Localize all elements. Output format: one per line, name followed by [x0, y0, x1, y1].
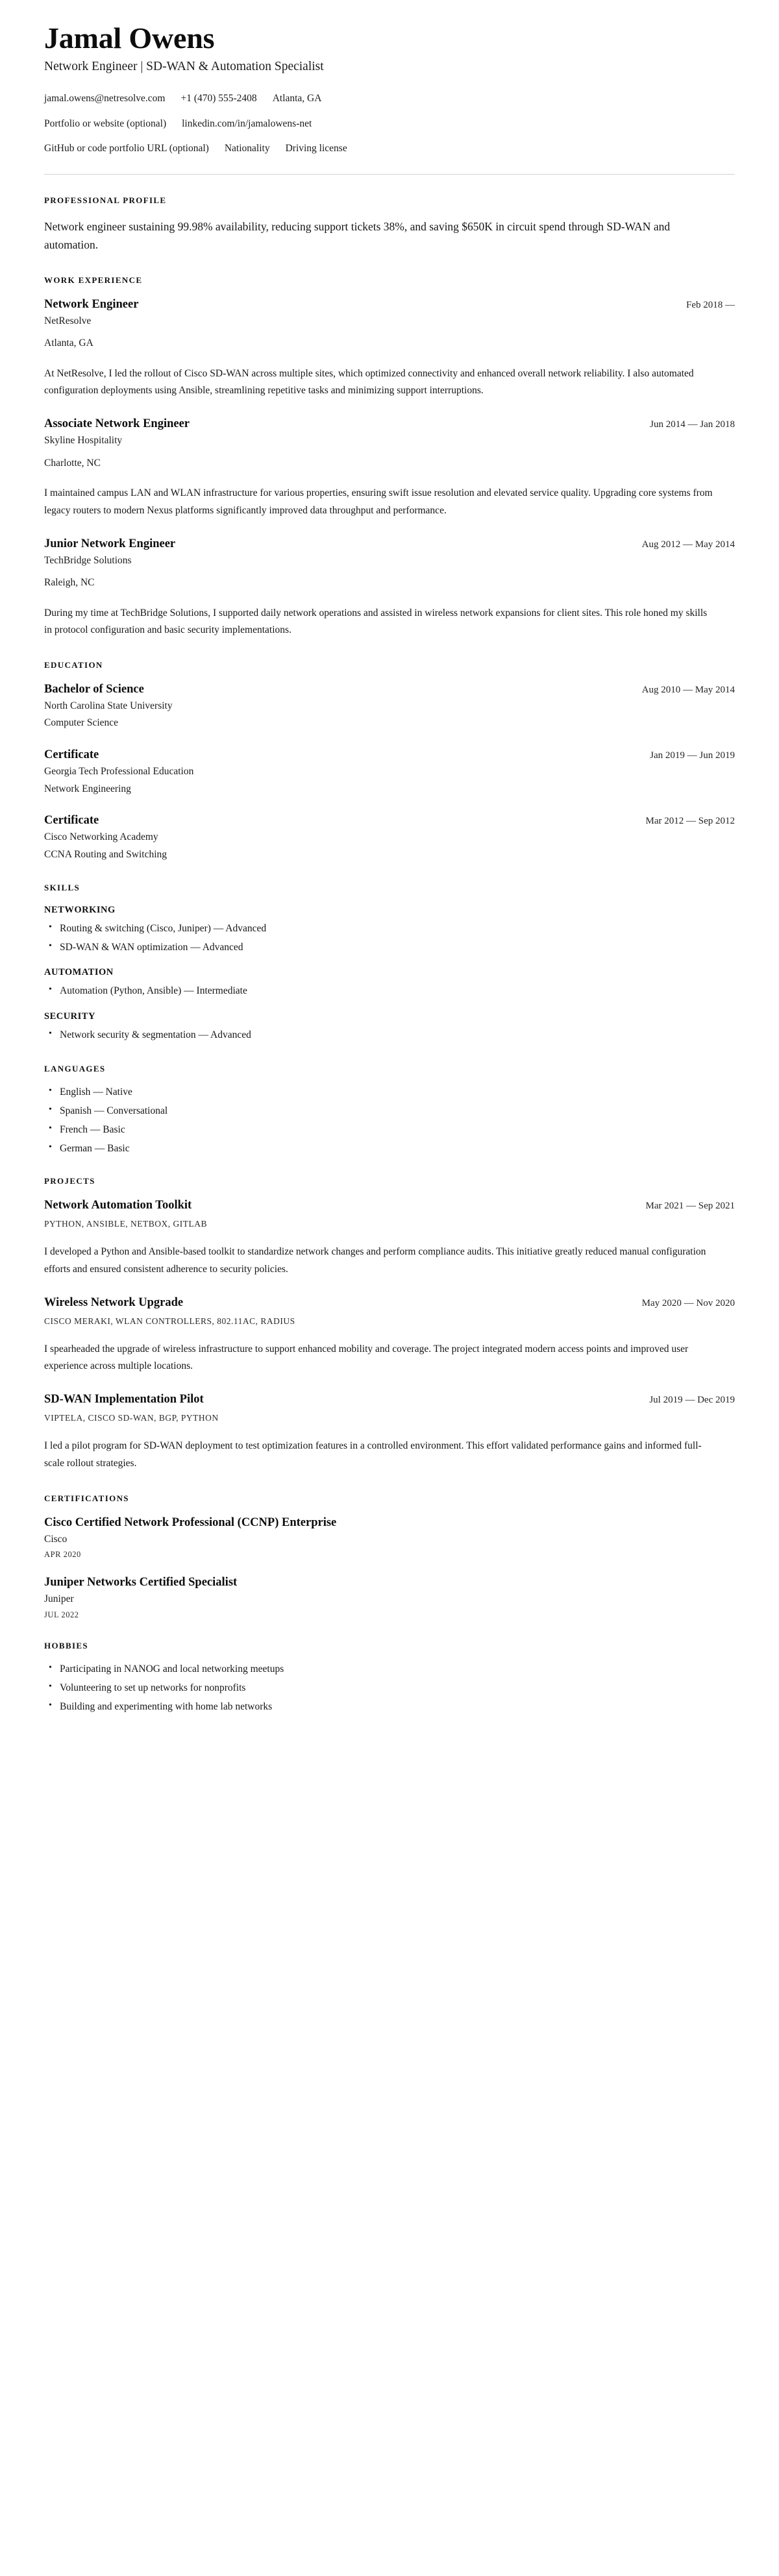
- education-entry-head: [44, 813, 735, 828]
- project-description: I developed a Python and Ansible-based toolkit to standardize network changes and perform compliance audits. This initiative greatly reduced manual configuration efforts and ensured consistent adherence to security policies.: [44, 1246, 706, 1275]
- education-entry: [44, 813, 735, 862]
- job-date-range: Feb 2018 —: [686, 299, 735, 310]
- section-heading: PROFESSIONAL PROFILE: [44, 195, 167, 206]
- school-name: North Carolina State University: [44, 700, 173, 712]
- hobby-item: • Participating in NANOG and local networking meetups: [60, 1663, 735, 1676]
- degree-title: Bachelor of Science: [44, 682, 144, 696]
- job-location: Raleigh, NC: [44, 577, 95, 589]
- skill-item: • Routing & switching (Cisco, Juniper) — Advanced: [60, 922, 735, 935]
- certification-date: APR 2020: [44, 1550, 81, 1560]
- work-entry-head: [44, 297, 735, 312]
- job-title: Network Engineer: [44, 297, 139, 311]
- contact-github: GitHub or code portfolio URL (optional): [44, 143, 209, 154]
- hobby-item: • Volunteering to set up networks for nonprofits: [60, 1682, 735, 1695]
- header-divider: [44, 174, 735, 175]
- section-heading: CERTIFICATIONS: [44, 1493, 129, 1503]
- work-entry: [44, 297, 735, 400]
- skill-item: • SD-WAN & WAN optimization — Advanced: [60, 941, 735, 954]
- field-of-study: Network Engineering: [44, 783, 131, 794]
- skill-group-name: AUTOMATION: [44, 967, 114, 978]
- contact-email: jamal.owens@netresolve.com: [44, 93, 166, 104]
- project-title: SD-WAN Implementation Pilot: [44, 1393, 204, 1406]
- certification-issuer: Juniper: [44, 1593, 74, 1605]
- education-entry-head: [44, 682, 735, 697]
- contact-row: [44, 117, 735, 131]
- job-title: Junior Network Engineer: [44, 537, 176, 550]
- contact-row: [44, 92, 735, 106]
- language-item: • Spanish — Conversational: [60, 1105, 735, 1118]
- certification-title: Juniper Networks Certified Specialist: [44, 1576, 238, 1589]
- section-heading: WORK EXPERIENCE: [44, 275, 143, 285]
- skill-item: • Automation (Python, Ansible) — Intermediate: [60, 985, 735, 998]
- project-entry: [44, 1392, 735, 1472]
- skill-group: [44, 1011, 735, 1042]
- degree-date-range: Jan 2019 — Jun 2019: [650, 750, 735, 761]
- skill-item: • Network security & segmentation — Advanced: [60, 1029, 735, 1042]
- certification-title: Cisco Certified Network Professional (CCNP) Enterprise: [44, 1515, 337, 1529]
- certification-issuer: Cisco: [44, 1533, 68, 1545]
- job-title: Associate Network Engineer: [44, 417, 190, 431]
- project-title: Wireless Network Upgrade: [44, 1295, 184, 1309]
- resume-header: [44, 22, 735, 175]
- degree-date-range: Aug 2010 — May 2014: [641, 684, 735, 695]
- project-date-range: Jul 2019 — Dec 2019: [649, 1395, 735, 1406]
- contact-driving-license: Driving license: [285, 143, 347, 154]
- job-location: Charlotte, NC: [44, 457, 101, 469]
- contact-nationality: Nationality: [224, 143, 270, 154]
- education-entry: [44, 748, 735, 796]
- degree-title: Certificate: [44, 814, 99, 828]
- work-entry-head: [44, 417, 735, 432]
- project-description: I led a pilot program for SD-WAN deployment to test optimization features in a controlled environment. This effort validated performance gains and informed full-scale rollout strategies.: [44, 1440, 702, 1469]
- section-education: [44, 660, 735, 862]
- section-heading: PROJECTS: [44, 1176, 95, 1186]
- education-entry-head: [44, 748, 735, 763]
- job-date-range: Aug 2012 — May 2014: [641, 539, 735, 550]
- contact-phone: +1 (470) 555-2408: [180, 93, 257, 104]
- language-item: • French — Basic: [60, 1123, 735, 1136]
- skill-group: [44, 905, 735, 954]
- degree-title: Certificate: [44, 748, 99, 761]
- project-entry-head: [44, 1295, 735, 1310]
- section-heading: HOBBIES: [44, 1640, 88, 1650]
- job-description: At NetResolve, I led the rollout of Cisco SD-WAN across multiple sites, which optimized connectivity and enhanced overall network reliability. I also automated configuration deployments using Ansible, streamlining repetitive tasks and minimizing support interruptions.: [44, 367, 694, 397]
- job-company: NetResolve: [44, 315, 92, 326]
- candidate-name: Jamal Owens: [44, 21, 215, 55]
- work-entry: [44, 417, 735, 519]
- skill-list: [44, 1029, 735, 1042]
- school-name: Georgia Tech Professional Education: [44, 766, 194, 778]
- degree-date-range: Mar 2012 — Sep 2012: [645, 816, 735, 827]
- field-of-study: Computer Science: [44, 717, 119, 729]
- education-entry: [44, 682, 735, 731]
- contact-block: [44, 92, 735, 156]
- project-date-range: May 2020 — Nov 2020: [641, 1297, 735, 1308]
- section-certifications: [44, 1493, 735, 1620]
- certification-entry: [44, 1515, 735, 1560]
- profile-summary: Network engineer sustaining 99.98% availability, reducing support tickets 38%, and saving $650K in circuit spend through SD-WAN and automation.: [44, 220, 671, 252]
- job-company: TechBridge Solutions: [44, 554, 132, 566]
- section-heading: LANGUAGES: [44, 1063, 106, 1073]
- skill-list: [44, 922, 735, 954]
- job-location: Atlanta, GA: [44, 337, 93, 349]
- skill-group-name: NETWORKING: [44, 905, 116, 916]
- project-entry: [44, 1198, 735, 1278]
- job-company: Skyline Hospitality: [44, 435, 123, 447]
- project-entry: [44, 1295, 735, 1375]
- section-heading: SKILLS: [44, 883, 80, 893]
- contact-location: Atlanta, GA: [272, 93, 322, 104]
- hobby-item: • Building and experimenting with home lab networks: [60, 1700, 735, 1713]
- project-tech-stack: VIPTELA, CISCO SD-WAN, BGP, PYTHON: [44, 1413, 219, 1423]
- work-entry: [44, 537, 735, 639]
- contact-portfolio: Portfolio or website (optional): [44, 117, 167, 129]
- contact-linkedin: linkedin.com/in/jamalowens-net: [182, 117, 312, 129]
- skill-list: [44, 985, 735, 998]
- work-entry-head: [44, 537, 735, 552]
- candidate-headline: Network Engineer | SD-WAN & Automation Specialist: [44, 59, 324, 73]
- skill-group-name: SECURITY: [44, 1011, 95, 1022]
- hobby-list: [44, 1663, 735, 1713]
- project-tech-stack: PYTHON, ANSIBLE, NETBOX, GITLAB: [44, 1219, 207, 1229]
- section-heading: EDUCATION: [44, 659, 103, 670]
- contact-row: [44, 141, 735, 156]
- language-item: • English — Native: [60, 1086, 735, 1099]
- section-professional-profile: [44, 195, 735, 254]
- project-title: Network Automation Toolkit: [44, 1199, 192, 1212]
- project-tech-stack: CISCO MERAKI, WLAN CONTROLLERS, 802.11AC, RADIUS: [44, 1316, 295, 1326]
- project-entry-head: [44, 1392, 735, 1407]
- field-of-study: CCNA Routing and Switching: [44, 848, 167, 860]
- project-description: I spearheaded the upgrade of wireless infrastructure to support enhanced mobility and coverage. The project integrated modern access points and improved user experience across multiple locations.: [44, 1343, 689, 1372]
- section-hobbies: [44, 1641, 735, 1713]
- job-description: During my time at TechBridge Solutions, I supported daily network operations and assisted in wireless network expansions for client sites. This role honed my skills in protocol configuration and basic security implementations.: [44, 607, 708, 636]
- school-name: Cisco Networking Academy: [44, 831, 158, 843]
- job-date-range: Jun 2014 — Jan 2018: [650, 419, 735, 430]
- section-projects: [44, 1176, 735, 1472]
- language-item: • German — Basic: [60, 1142, 735, 1155]
- certification-date: JUL 2022: [44, 1610, 79, 1619]
- section-skills: [44, 883, 735, 1042]
- certification-entry: [44, 1575, 735, 1620]
- language-list: [44, 1086, 735, 1156]
- section-languages: [44, 1064, 735, 1156]
- project-date-range: Mar 2021 — Sep 2021: [645, 1201, 735, 1212]
- section-work-experience: [44, 275, 735, 639]
- job-description: I maintained campus LAN and WLAN infrastructure for various properties, ensuring swift issue resolution and elevated service quality. Upgrading core systems from legacy routers to modern Nexus platforms significantly improved data throughput and performance.: [44, 487, 713, 516]
- skill-group: [44, 967, 735, 998]
- project-entry-head: [44, 1198, 735, 1213]
